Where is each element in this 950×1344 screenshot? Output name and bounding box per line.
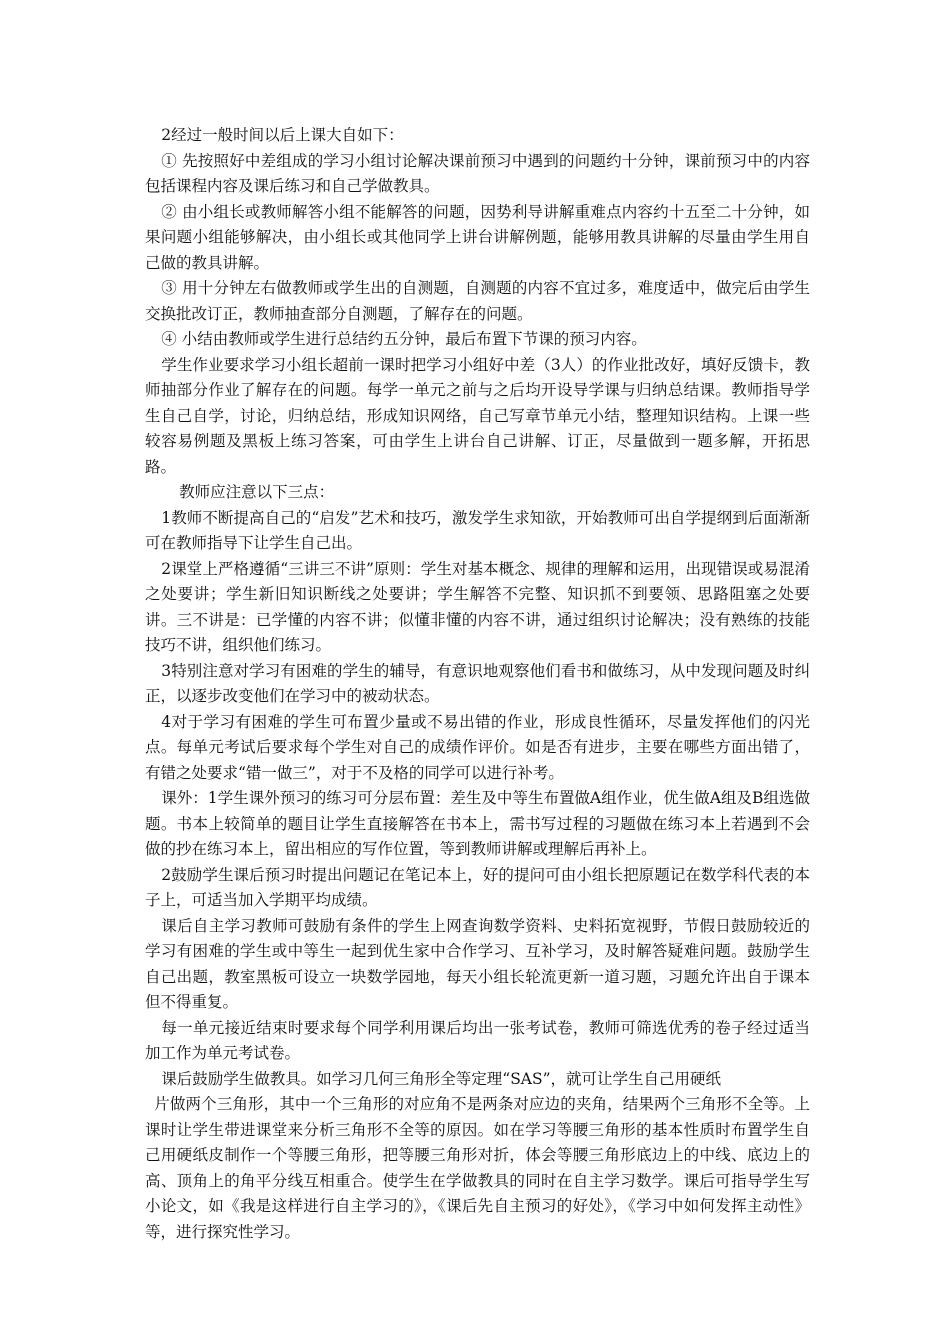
paragraph-unit-exam: 每一单元接近结束时要求每个同学利用课后均出一张考试卷，教师可筛选优秀的卷子经过适当加工作为单元考试卷。 (145, 1018, 810, 1062)
paragraph-teaching-aids: 课后鼓励学生做教具。如学习几何三角形全等定理“SAS”，就可让学生自己用硬纸 (161, 1069, 722, 1088)
paragraph-step-3: ③ 用十分钟左右做教师或学生出的自测题，自测题的内容不宜过多，难度适中，做完后由学生交换批改订正，教师抽查部分自测题，了解存在的问题。 (145, 279, 810, 323)
paragraph-step-2: ② 由小组长或教师解答小组不能解答的问题，因势利导讲解重难点内容约十五至二十分钟，如果问题小组能够解决，由小组长或其他同学上讲台讲解例题，能够用教具讲解的尽量由学生用自己做的教具讲解。 (145, 202, 810, 272)
paragraph-homework: 学生作业要求学习小组长超前一课时把学习小组好中差（3人）的作业批改好，填好反馈卡，教师抽部分作业了解存在的问题。每学一单元之前与之后均开设导学课与归纳总结课。教师指导学生自己自学，讨论，归纳总结，形成知识网络，自己写章节单元小结，整理知识结构。上课一些较容易例题及黑板上练习答案，可由学生上讲台自己讲解、订正，尽量做到一题多解，开拓思路。 (145, 355, 810, 476)
paragraph-teaching-aids-continued: 片做两个三角形，其中一个三角形的对应角不是两条对应边的夹角，结果两个三角形不全等。上课时让学生带进课堂来分析三角形不全等的原因。如在学习等腰三角形的基本性质时布置学生自己用硬纸皮制作一个等腰三角形，把等腰三角形对折，体会等腰三角形底边上的中线、底边上的高、顶角上的角平分线互相重合。使学生在学做教具的同时在自主学习数学。课后可指导学生写小论文，如《我是这样进行自主学习的》，《课后先自主预习的好处》，《学习中如何发挥主动性》等，进行探究性学习。 (145, 1095, 810, 1241)
paragraph-teacher-notes-heading: 教师应注意以下三点： (179, 483, 335, 501)
paragraph-self-study: 课后自主学习教师可鼓励有条件的学生上网查询数学资料、史料拓宽视野，节假日鼓励较近的学习有困难的学生或中等生一起到优生家中合作学习、互补学习，及时解答疑难问题。鼓励学生自己出题，教室黑板可设立一块数学园地，每天小组长轮流更新一道习题，习题允许出自于课本但不得重复。 (145, 916, 810, 1011)
paragraph-extracurricular-1: 课外：1学生课外预习的练习可分层布置：差生及中等生布置做A组作业，优生做A组及B组选做题。书本上较简单的题目让学生直接解答在书本上，需书写过程的习题做在练习本上若遇到不会做的抄在练习本上，留出相应的写作位置，等到教师讲解或理解后再补上。 (145, 789, 810, 858)
paragraph-class-procedure-intro: 2经过一般时间以后上课大自如下： (161, 126, 404, 144)
paragraph-note-1: 1教师不断提高自己的“启发”艺术和技巧，激发学生求知欲，开始教师可出自学提纲到后面渐渐可在教师指导下让学生自己出。 (145, 508, 810, 552)
paragraph-step-1: ① 先按照好中差组成的学习小组讨论解决课前预习中遇到的问题约十分钟，课前预习中的内容包括课程内容及课后练习和自己学做教具。 (145, 151, 810, 195)
paragraph-note-2: 2课堂上严格遵循“三讲三不讲”原则：学生对基本概念、规律的理解和运用，出现错误或易混淆之处要讲；学生新旧知识断线之处要讲；学生解答不完整、知识抓不到要领、思路阻塞之处要讲。三不讲是：已学懂的内容不讲；似懂非懂的内容不讲，通过组织讨论解决；没有熟练的技能技巧不讲，组织他们练习。 (145, 559, 810, 654)
document-body (145, 123, 810, 1245)
paragraph-step-4: ④ 小结由教师或学生进行总结约五分钟，最后布置下节课的预习内容。 (161, 330, 647, 348)
paragraph-note-3: 3特别注意对学习有困难的学生的辅导，有意识地观察他们看书和做练习，从中发现问题及时纠正，以逐步改变他们在学习中的被动状态。 (145, 661, 810, 705)
paragraph-extracurricular-2: 2鼓励学生课后预习时提出问题记在笔记本上，好的提问可由小组长把原题记在数学科代表的本子上，可适当加入学期平均成绩。 (145, 865, 810, 909)
paragraph-note-4: 4对于学习有困难的学生可布置少量或不易出错的作业，形成良性循环，尽量发挥他们的闪光点。每单元考试后要求每个学生对自己的成绩作评价。如是否有进步，主要在哪些方面出错了，有错之处要求“错一做三”，对于不及格的同学可以进行补考。 (145, 712, 810, 782)
